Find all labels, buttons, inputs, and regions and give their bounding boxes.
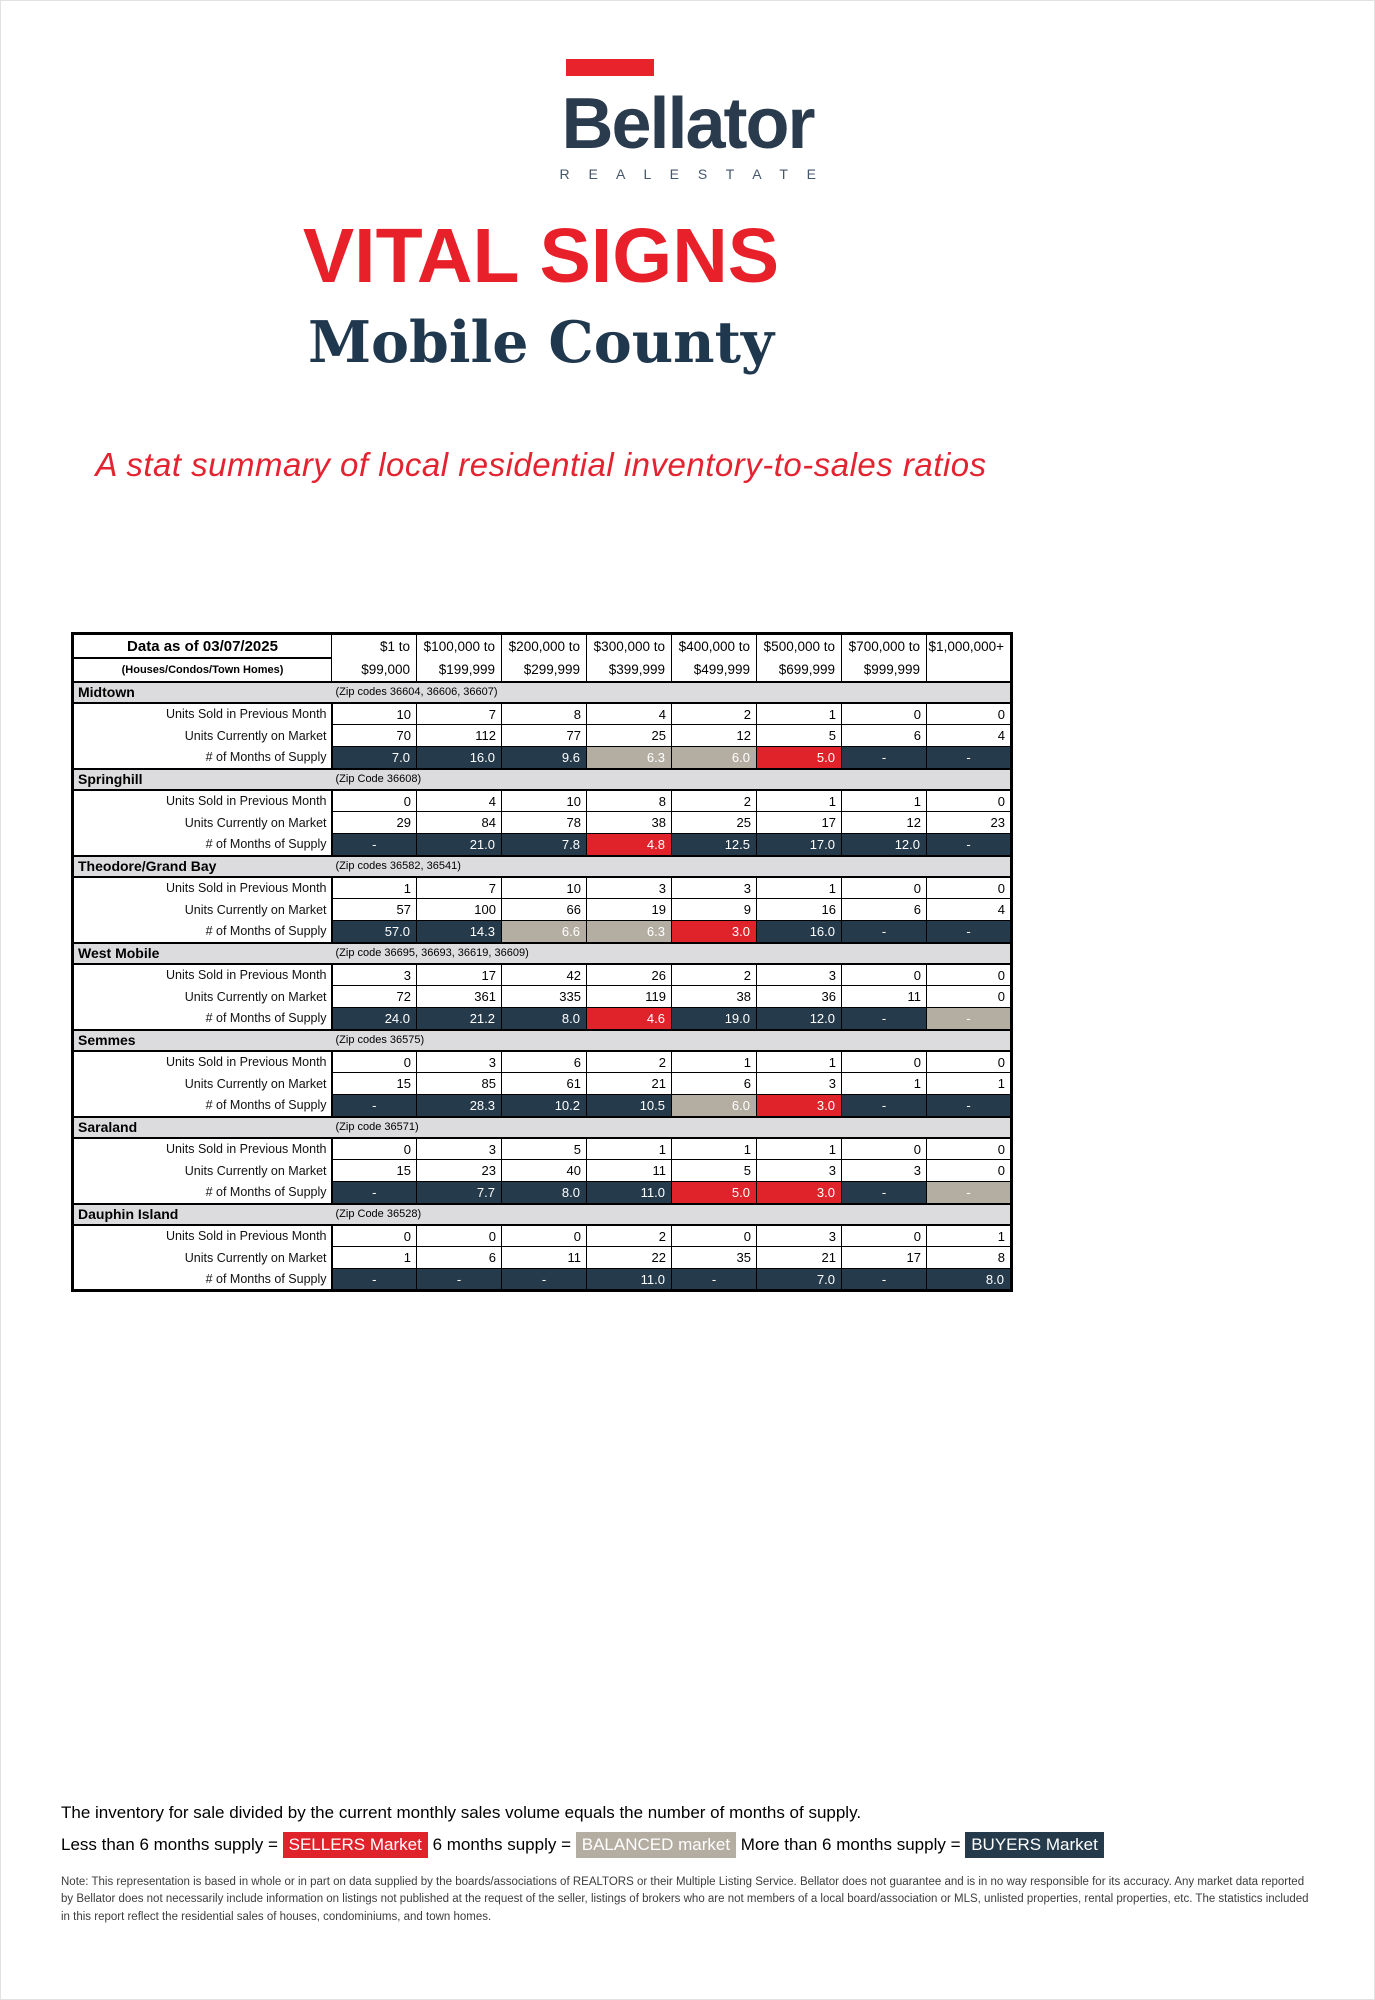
units-sold-cell: 7 — [417, 877, 502, 899]
units-sold-cell: 2 — [587, 1225, 672, 1247]
units-sold-cell: 5 — [502, 1138, 587, 1160]
row-label: # of Months of Supply — [73, 921, 332, 943]
months-supply-cell: 21.0 — [417, 834, 502, 856]
units-sold-cell: 0 — [417, 1225, 502, 1247]
disclaimer-note: Note: This representation is based in whole or in part on data supplied by the boards/associations of REALTORS or their Multiple Listing Service. Bellator does not guarantee and is in no way responsible for its accuracy. Any market data reported by Bellator does not necessarily include information on listings not published at the request of the seller, listings of brokers who are not members of a local board/association or MLS, unlisted properties, rental properties, etc. The statistics included in this report reflect the residential sales of houses, condominiums, and town homes. — [61, 1876, 1309, 1923]
units-sold-cell: 0 — [332, 1225, 417, 1247]
units-market-cell: 21 — [587, 1073, 672, 1095]
units-market-cell: 100 — [417, 899, 502, 921]
logo-red-bar — [566, 59, 654, 76]
units-market-cell: 335 — [502, 986, 587, 1008]
units-sold-cell: 8 — [587, 790, 672, 812]
units-market-cell: 1 — [332, 1247, 417, 1269]
months-supply-cell: 11.0 — [587, 1182, 672, 1204]
table-row — [73, 747, 1012, 769]
units-sold-cell: 1 — [757, 877, 842, 899]
section-zip: (Zip codes 36604, 36606, 36607) — [332, 682, 1012, 703]
report-title: VITAL SIGNS — [302, 212, 780, 299]
price-range-cell — [927, 658, 1012, 682]
report-subtitle: A stat summary of local residential inventory-to-sales ratios — [95, 446, 987, 484]
logo-brand-text: Bellator — [561, 84, 814, 164]
months-supply-cell: - — [927, 1008, 1012, 1030]
section-name: Saraland — [73, 1117, 332, 1138]
units-market-cell: 6 — [672, 1073, 757, 1095]
units-market-cell: 25 — [672, 812, 757, 834]
units-sold-cell: 2 — [672, 964, 757, 986]
table-title-cell: Data as of 03/07/2025 — [73, 634, 332, 658]
row-label: Units Sold in Previous Month — [73, 877, 332, 899]
units-market-cell: 5 — [757, 725, 842, 747]
units-market-cell: 11 — [842, 986, 927, 1008]
units-sold-cell: 2 — [587, 1051, 672, 1073]
row-label: # of Months of Supply — [73, 1269, 332, 1291]
row-label: Units Sold in Previous Month — [73, 964, 332, 986]
bellator-logo — [1, 1, 1374, 182]
legend-text-balanced: 6 months supply = — [427, 1835, 576, 1854]
months-supply-cell: - — [332, 1182, 417, 1204]
section-name: Dauphin Island — [73, 1204, 332, 1225]
units-market-cell: 112 — [417, 725, 502, 747]
months-supply-cell: 9.6 — [502, 747, 587, 769]
months-supply-cell: 11.0 — [587, 1269, 672, 1291]
units-market-cell: 22 — [587, 1247, 672, 1269]
units-sold-cell: 0 — [842, 1225, 927, 1247]
units-sold-cell: 1 — [757, 1138, 842, 1160]
units-market-cell: 35 — [672, 1247, 757, 1269]
table-row — [73, 790, 1012, 812]
units-market-cell: 11 — [587, 1160, 672, 1182]
units-sold-cell: 1 — [842, 790, 927, 812]
section-name: Theodore/Grand Bay — [73, 856, 332, 877]
units-market-cell: 9 — [672, 899, 757, 921]
table-row — [73, 1095, 1012, 1117]
units-sold-cell: 10 — [502, 877, 587, 899]
months-supply-cell: 7.7 — [417, 1182, 502, 1204]
units-sold-cell: 6 — [502, 1051, 587, 1073]
table-row — [73, 834, 1012, 856]
units-sold-cell: 8 — [502, 703, 587, 725]
months-supply-cell: 24.0 — [332, 1008, 417, 1030]
units-sold-cell: 1 — [332, 877, 417, 899]
legend-chip-balanced: BALANCED market — [576, 1832, 736, 1858]
months-supply-cell: 7.0 — [757, 1269, 842, 1291]
legend-key — [61, 1832, 1316, 1858]
units-sold-cell: 0 — [842, 1138, 927, 1160]
months-supply-cell: - — [332, 1095, 417, 1117]
price-range-cell: $999,999 — [842, 658, 927, 682]
units-market-cell: 5 — [672, 1160, 757, 1182]
months-supply-cell: 6.3 — [587, 747, 672, 769]
months-supply-cell: 5.0 — [672, 1182, 757, 1204]
units-market-cell: 70 — [332, 725, 417, 747]
units-market-cell: 38 — [672, 986, 757, 1008]
months-supply-cell: 16.0 — [417, 747, 502, 769]
months-supply-cell: - — [502, 1269, 587, 1291]
row-label: # of Months of Supply — [73, 1008, 332, 1030]
units-market-cell: 15 — [332, 1073, 417, 1095]
months-supply-cell: - — [927, 1095, 1012, 1117]
units-market-cell: 36 — [757, 986, 842, 1008]
months-supply-cell: 3.0 — [757, 1182, 842, 1204]
units-market-cell: 25 — [587, 725, 672, 747]
legend-definition: The inventory for sale divided by the current monthly sales volume equals the number of months of supply. — [61, 1803, 862, 1822]
section-row — [73, 856, 1012, 877]
units-market-cell: 23 — [417, 1160, 502, 1182]
row-label: Units Sold in Previous Month — [73, 790, 332, 812]
units-sold-cell: 26 — [587, 964, 672, 986]
units-sold-cell: 0 — [332, 1138, 417, 1160]
table-row — [73, 921, 1012, 943]
price-range-cell: $500,000 to — [757, 634, 842, 658]
price-range-cell: $700,000 to — [842, 634, 927, 658]
units-market-cell: 72 — [332, 986, 417, 1008]
units-market-cell: 12 — [672, 725, 757, 747]
row-label: Units Currently on Market — [73, 725, 332, 747]
units-sold-cell: 17 — [417, 964, 502, 986]
units-sold-cell: 0 — [927, 790, 1012, 812]
months-supply-cell: - — [842, 921, 927, 943]
price-range-cell: $200,000 to — [502, 634, 587, 658]
months-supply-cell: 5.0 — [757, 747, 842, 769]
units-sold-cell: 3 — [332, 964, 417, 986]
units-sold-cell: 0 — [332, 790, 417, 812]
table-title-cell: (Houses/Condos/Town Homes) — [73, 658, 332, 682]
table-row — [73, 1008, 1012, 1030]
months-supply-cell: - — [842, 747, 927, 769]
units-sold-cell: 1 — [927, 1225, 1012, 1247]
months-supply-cell: - — [417, 1269, 502, 1291]
section-row — [73, 1030, 1012, 1051]
months-supply-cell: 10.5 — [587, 1095, 672, 1117]
table-row — [73, 1225, 1012, 1247]
units-market-cell: 0 — [927, 986, 1012, 1008]
row-label: # of Months of Supply — [73, 1095, 332, 1117]
section-row — [73, 682, 1012, 703]
units-market-cell: 66 — [502, 899, 587, 921]
months-supply-cell: - — [842, 1182, 927, 1204]
units-market-cell: 78 — [502, 812, 587, 834]
months-supply-cell: 6.0 — [672, 747, 757, 769]
price-range-cell: $399,999 — [587, 658, 672, 682]
months-supply-cell: - — [332, 834, 417, 856]
units-sold-cell: 0 — [672, 1225, 757, 1247]
units-sold-cell: 3 — [672, 877, 757, 899]
units-market-cell: 119 — [587, 986, 672, 1008]
months-supply-cell: - — [927, 921, 1012, 943]
units-sold-cell: 3 — [587, 877, 672, 899]
table-row — [73, 1160, 1012, 1182]
units-sold-cell: 7 — [417, 703, 502, 725]
units-market-cell: 3 — [757, 1073, 842, 1095]
stats-table-wrapper — [71, 632, 1081, 1292]
units-sold-cell: 0 — [842, 877, 927, 899]
legend-text-sellers: Less than 6 months supply = — [61, 1835, 283, 1854]
months-supply-cell: 12.0 — [842, 834, 927, 856]
section-zip: (Zip codes 36582, 36541) — [332, 856, 1012, 877]
units-market-cell: 38 — [587, 812, 672, 834]
months-supply-cell: - — [672, 1269, 757, 1291]
months-supply-cell: 3.0 — [757, 1095, 842, 1117]
units-market-cell: 3 — [757, 1160, 842, 1182]
legend-chip-sellers: SELLERS Market — [283, 1832, 428, 1858]
price-range-cell: $300,000 to — [587, 634, 672, 658]
table-row — [73, 1051, 1012, 1073]
table-header-row — [73, 634, 1012, 658]
units-sold-cell: 0 — [332, 1051, 417, 1073]
units-market-cell: 4 — [927, 725, 1012, 747]
row-label: Units Currently on Market — [73, 899, 332, 921]
months-supply-cell: 12.0 — [757, 1008, 842, 1030]
row-label: Units Currently on Market — [73, 812, 332, 834]
units-market-cell: 57 — [332, 899, 417, 921]
units-sold-cell: 0 — [842, 1051, 927, 1073]
months-supply-cell: 7.0 — [332, 747, 417, 769]
months-supply-cell: 14.3 — [417, 921, 502, 943]
months-supply-cell: 19.0 — [672, 1008, 757, 1030]
units-sold-cell: 10 — [502, 790, 587, 812]
units-market-cell: 17 — [842, 1247, 927, 1269]
section-name: Midtown — [73, 682, 332, 703]
months-supply-cell: - — [842, 1095, 927, 1117]
price-range-cell: $100,000 to — [417, 634, 502, 658]
units-sold-cell: 1 — [757, 790, 842, 812]
units-sold-cell: 0 — [927, 1138, 1012, 1160]
row-label: Units Sold in Previous Month — [73, 1225, 332, 1247]
section-name: Semmes — [73, 1030, 332, 1051]
row-label: Units Sold in Previous Month — [73, 1051, 332, 1073]
county-title: Mobile County — [307, 308, 775, 376]
units-market-cell: 4 — [927, 899, 1012, 921]
legend-chip-buyers: BUYERS Market — [965, 1832, 1104, 1858]
units-sold-cell: 0 — [842, 964, 927, 986]
units-market-cell: 40 — [502, 1160, 587, 1182]
units-market-cell: 85 — [417, 1073, 502, 1095]
table-row — [73, 1269, 1012, 1291]
units-sold-cell: 1 — [672, 1051, 757, 1073]
content-block — [1, 212, 1081, 1293]
months-supply-cell: 8.0 — [502, 1182, 587, 1204]
months-supply-cell: - — [842, 1008, 927, 1030]
row-label: Units Currently on Market — [73, 1073, 332, 1095]
units-sold-cell: 3 — [757, 1225, 842, 1247]
months-supply-cell: 4.8 — [587, 834, 672, 856]
price-range-cell: $1 to — [332, 634, 417, 658]
units-sold-cell: 3 — [417, 1138, 502, 1160]
price-range-cell: $1,000,000+ — [927, 634, 1012, 658]
units-market-cell: 361 — [417, 986, 502, 1008]
units-market-cell: 6 — [842, 899, 927, 921]
section-zip: (Zip Code 36608) — [332, 769, 1012, 790]
units-sold-cell: 42 — [502, 964, 587, 986]
units-market-cell: 77 — [502, 725, 587, 747]
table-row — [73, 899, 1012, 921]
months-supply-cell: 6.3 — [587, 921, 672, 943]
price-range-cell: $699,999 — [757, 658, 842, 682]
months-supply-cell: 28.3 — [417, 1095, 502, 1117]
section-row — [73, 1117, 1012, 1138]
row-label: # of Months of Supply — [73, 1182, 332, 1204]
months-supply-cell: - — [927, 1182, 1012, 1204]
price-range-cell: $199,999 — [417, 658, 502, 682]
months-supply-cell: 10.2 — [502, 1095, 587, 1117]
table-row — [73, 1182, 1012, 1204]
section-zip: (Zip code 36571) — [332, 1117, 1012, 1138]
logo-tagline: R E A L E S T A T E — [559, 165, 824, 182]
units-sold-cell: 0 — [927, 703, 1012, 725]
months-supply-cell: 8.0 — [927, 1269, 1012, 1291]
section-zip: (Zip codes 36575) — [332, 1030, 1012, 1051]
units-market-cell: 19 — [587, 899, 672, 921]
units-sold-cell: 3 — [757, 964, 842, 986]
section-zip: (Zip Code 36528) — [332, 1204, 1012, 1225]
units-sold-cell: 0 — [842, 703, 927, 725]
units-market-cell: 84 — [417, 812, 502, 834]
row-label: # of Months of Supply — [73, 747, 332, 769]
months-supply-cell: - — [842, 1269, 927, 1291]
units-sold-cell: 1 — [757, 1051, 842, 1073]
units-market-cell: 6 — [842, 725, 927, 747]
units-sold-cell: 4 — [587, 703, 672, 725]
units-market-cell: 21 — [757, 1247, 842, 1269]
units-sold-cell: 1 — [672, 1138, 757, 1160]
months-supply-cell: - — [927, 834, 1012, 856]
logo-wordmark — [561, 59, 813, 163]
units-market-cell: 23 — [927, 812, 1012, 834]
months-supply-cell: 3.0 — [672, 921, 757, 943]
units-sold-cell: 2 — [672, 703, 757, 725]
row-label: Units Currently on Market — [73, 986, 332, 1008]
units-sold-cell: 1 — [757, 703, 842, 725]
units-market-cell: 3 — [842, 1160, 927, 1182]
section-name: Springhill — [73, 769, 332, 790]
units-market-cell: 6 — [417, 1247, 502, 1269]
table-row — [73, 1073, 1012, 1095]
table-row — [73, 812, 1012, 834]
price-range-cell: $99,000 — [332, 658, 417, 682]
section-row — [73, 1204, 1012, 1225]
section-row — [73, 769, 1012, 790]
units-market-cell: 11 — [502, 1247, 587, 1269]
section-name: West Mobile — [73, 943, 332, 964]
units-sold-cell: 4 — [417, 790, 502, 812]
units-sold-cell: 0 — [502, 1225, 587, 1247]
months-supply-cell: - — [332, 1269, 417, 1291]
section-zip: (Zip code 36695, 36693, 36619, 36609) — [332, 943, 1012, 964]
units-market-cell: 1 — [927, 1073, 1012, 1095]
table-row — [73, 877, 1012, 899]
table-row — [73, 986, 1012, 1008]
price-range-cell: $299,999 — [502, 658, 587, 682]
row-label: Units Sold in Previous Month — [73, 703, 332, 725]
months-supply-cell: 17.0 — [757, 834, 842, 856]
units-market-cell: 17 — [757, 812, 842, 834]
units-sold-cell: 2 — [672, 790, 757, 812]
table-header-row — [73, 658, 1012, 682]
units-sold-cell: 10 — [332, 703, 417, 725]
price-range-cell: $499,999 — [672, 658, 757, 682]
section-row — [73, 943, 1012, 964]
price-range-cell: $400,000 to — [672, 634, 757, 658]
table-row — [73, 703, 1012, 725]
units-market-cell: 1 — [842, 1073, 927, 1095]
units-market-cell: 15 — [332, 1160, 417, 1182]
table-row — [73, 964, 1012, 986]
row-label: Units Currently on Market — [73, 1247, 332, 1269]
units-market-cell: 12 — [842, 812, 927, 834]
months-supply-cell: 4.6 — [587, 1008, 672, 1030]
stats-table — [71, 632, 1013, 1292]
months-supply-cell: 6.0 — [672, 1095, 757, 1117]
months-supply-cell: 57.0 — [332, 921, 417, 943]
units-market-cell: 0 — [927, 1160, 1012, 1182]
row-label: # of Months of Supply — [73, 834, 332, 856]
units-market-cell: 8 — [927, 1247, 1012, 1269]
months-supply-cell: 16.0 — [757, 921, 842, 943]
units-market-cell: 16 — [757, 899, 842, 921]
units-sold-cell: 0 — [927, 877, 1012, 899]
row-label: Units Currently on Market — [73, 1160, 332, 1182]
table-row — [73, 1138, 1012, 1160]
row-label: Units Sold in Previous Month — [73, 1138, 332, 1160]
units-market-cell: 61 — [502, 1073, 587, 1095]
months-supply-cell: 12.5 — [672, 834, 757, 856]
units-sold-cell: 0 — [927, 1051, 1012, 1073]
units-sold-cell: 3 — [417, 1051, 502, 1073]
months-supply-cell: 6.6 — [502, 921, 587, 943]
legend-text-buyers: More than 6 months supply = — [736, 1835, 966, 1854]
footer — [61, 1803, 1316, 1926]
months-supply-cell: 7.8 — [502, 834, 587, 856]
months-supply-cell: - — [927, 747, 1012, 769]
units-sold-cell: 1 — [587, 1138, 672, 1160]
months-supply-cell: 21.2 — [417, 1008, 502, 1030]
table-row — [73, 1247, 1012, 1269]
table-row — [73, 725, 1012, 747]
units-market-cell: 29 — [332, 812, 417, 834]
units-sold-cell: 0 — [927, 964, 1012, 986]
months-supply-cell: 8.0 — [502, 1008, 587, 1030]
